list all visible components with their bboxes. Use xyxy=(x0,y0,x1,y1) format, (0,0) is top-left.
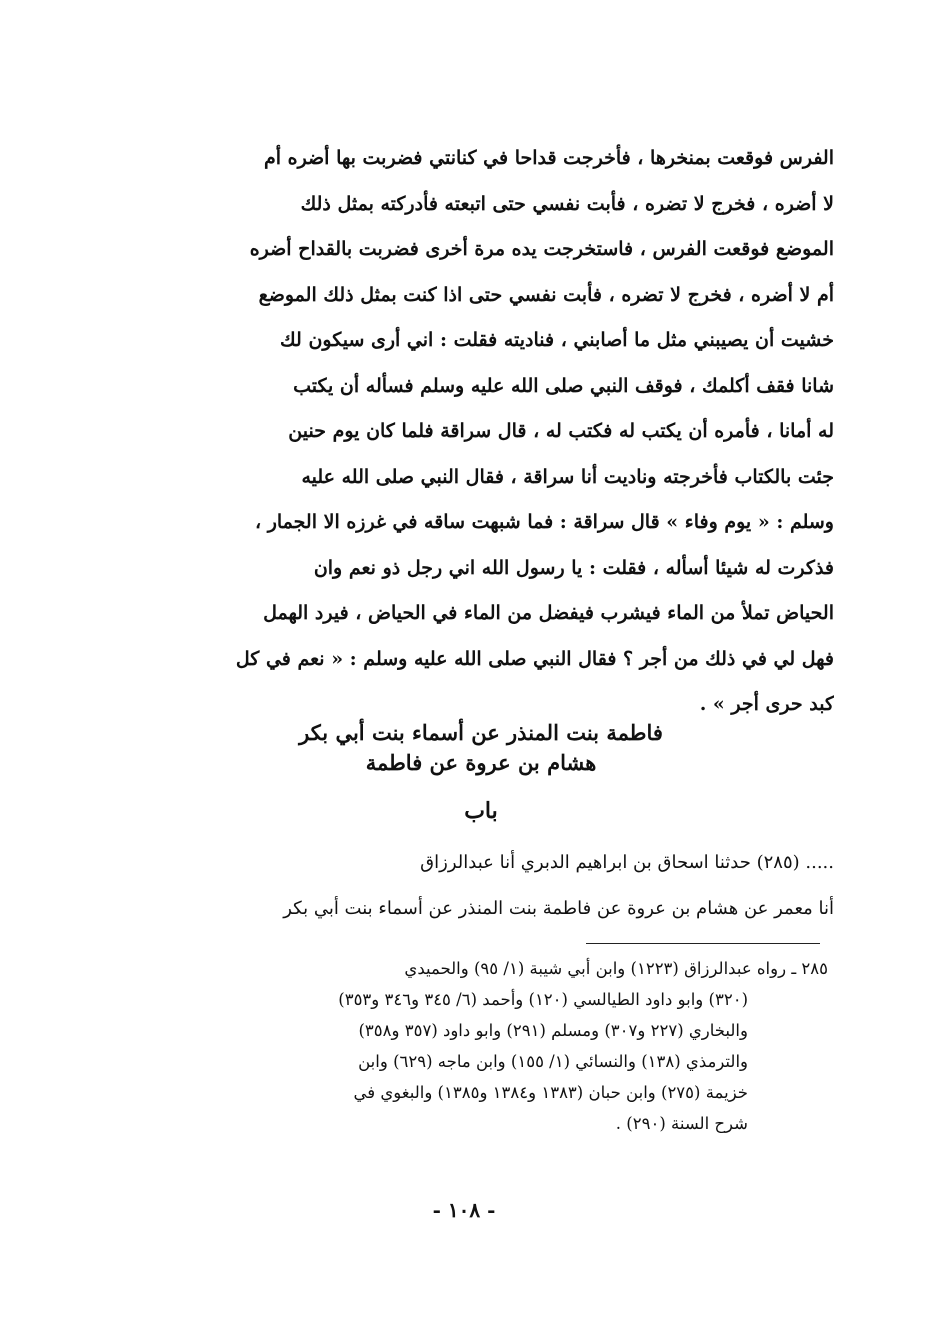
body-line: لا أضره ، فخرج لا تضره ، فأبت نفسي حتى اتبعته فأدركته بمثل ذلك xyxy=(300,192,834,215)
body-line: الموضع فوقعت الفرس ، فاستخرجت يده مرة أخرى فضربت بالقداح أضره xyxy=(249,238,834,260)
footnote-divider xyxy=(586,943,820,944)
footnote-line: (٣٢٠) وابو داود الطيالسي (١٢٠) وأحمد (٦/ ٣٤٥ و٣٤٦ و٣٥٣) xyxy=(338,990,748,1009)
body-line: شانا فقف أكلمك ، فوقف النبي صلى الله عليه وسلم فسأله أن يكتب xyxy=(293,374,834,397)
body-line: له أمانا ، فأمره أن يكتب له فكتب له ، قال سراقة فلما كان يوم حنين xyxy=(288,420,834,442)
hadith-line: ..... (٢٨٥) حدثنا اسحاق بن ابراهيم الدبري أنا عبدالرزاق xyxy=(420,852,834,873)
body-line: الحياض تملأ من الماء فيشرب فيفضل من الماء في الحياض ، فيرد الهمل xyxy=(263,602,834,624)
section-heading: فاطمة بنت المنذر عن أسماء بنت أبي بكر xyxy=(299,720,663,745)
body-line: فذكرت له شيئا أسأله ، فقلت : يا رسول الله اني رجل ذو نعم وان xyxy=(313,556,834,579)
footnote-line: والترمذي (١٣٨) والنسائي (١/ ١٥٥) وابن ماجه (٦٢٩) وابن xyxy=(358,1052,748,1071)
body-line: فهل لي في ذلك من أجر ؟ فقال النبي صلى الله عليه وسلم : « نعم في كل xyxy=(235,647,834,670)
footnote-line: خزيمة (٢٧٥) وابن حبان (١٣٨٣ و١٣٨٤ و١٣٨٥) والبغوي في xyxy=(353,1083,748,1102)
section-headings xyxy=(128,718,834,824)
section-subheading: هشام بن عروة عن فاطمة xyxy=(365,750,597,775)
body-line: جئت بالكتاب فأخرجته وناديت أنا سراقة ، فقال النبي صلى الله عليه xyxy=(301,465,834,488)
body-line: خشيت أن يصيبني مثل ما أصابني ، فناديته فقلت : اني أرى سيكون لك xyxy=(280,329,834,351)
body-line: الفرس فوقعت بمنخرها ، فأخرجت قداحا في كنانتي فضربت بها أضره أم xyxy=(263,147,834,169)
body-line: وسلم : « يوم وفاء » قال سراقة : فما شبهت ساقه في غرزه الا الجمار ، xyxy=(254,511,834,533)
footnote xyxy=(128,953,828,1139)
body-line: كبد حرى أجر » . xyxy=(699,693,834,715)
body-line: أم لا أضره ، فخرج لا تضره ، فأبت نفسي حتى اذا كنت بمثل ذلك الموضع xyxy=(258,283,834,306)
footnote-line: ٢٨٥ ـ رواه عبدالرزاق (١٢٢٣) وابن أبي شيبة (١/ ٩٥) والحميدي xyxy=(404,959,828,978)
bab-heading: باب xyxy=(464,798,498,824)
hadith-text xyxy=(128,840,834,932)
page-number: - ١٠٨ - xyxy=(432,1198,496,1222)
footnote-line: شرح السنة (٢٩٠) . xyxy=(615,1114,748,1133)
footnote-line: والبخاري (٢٢٧ و٣٠٧) ومسلم (٢٩١) وابو داود (٣٥٧ و٣٥٨) xyxy=(358,1021,748,1040)
hadith-line: أنا معمر عن هشام بن عروة عن فاطمة بنت المنذر عن أسماء بنت أبي بكر xyxy=(283,898,834,919)
body-text xyxy=(128,136,834,728)
